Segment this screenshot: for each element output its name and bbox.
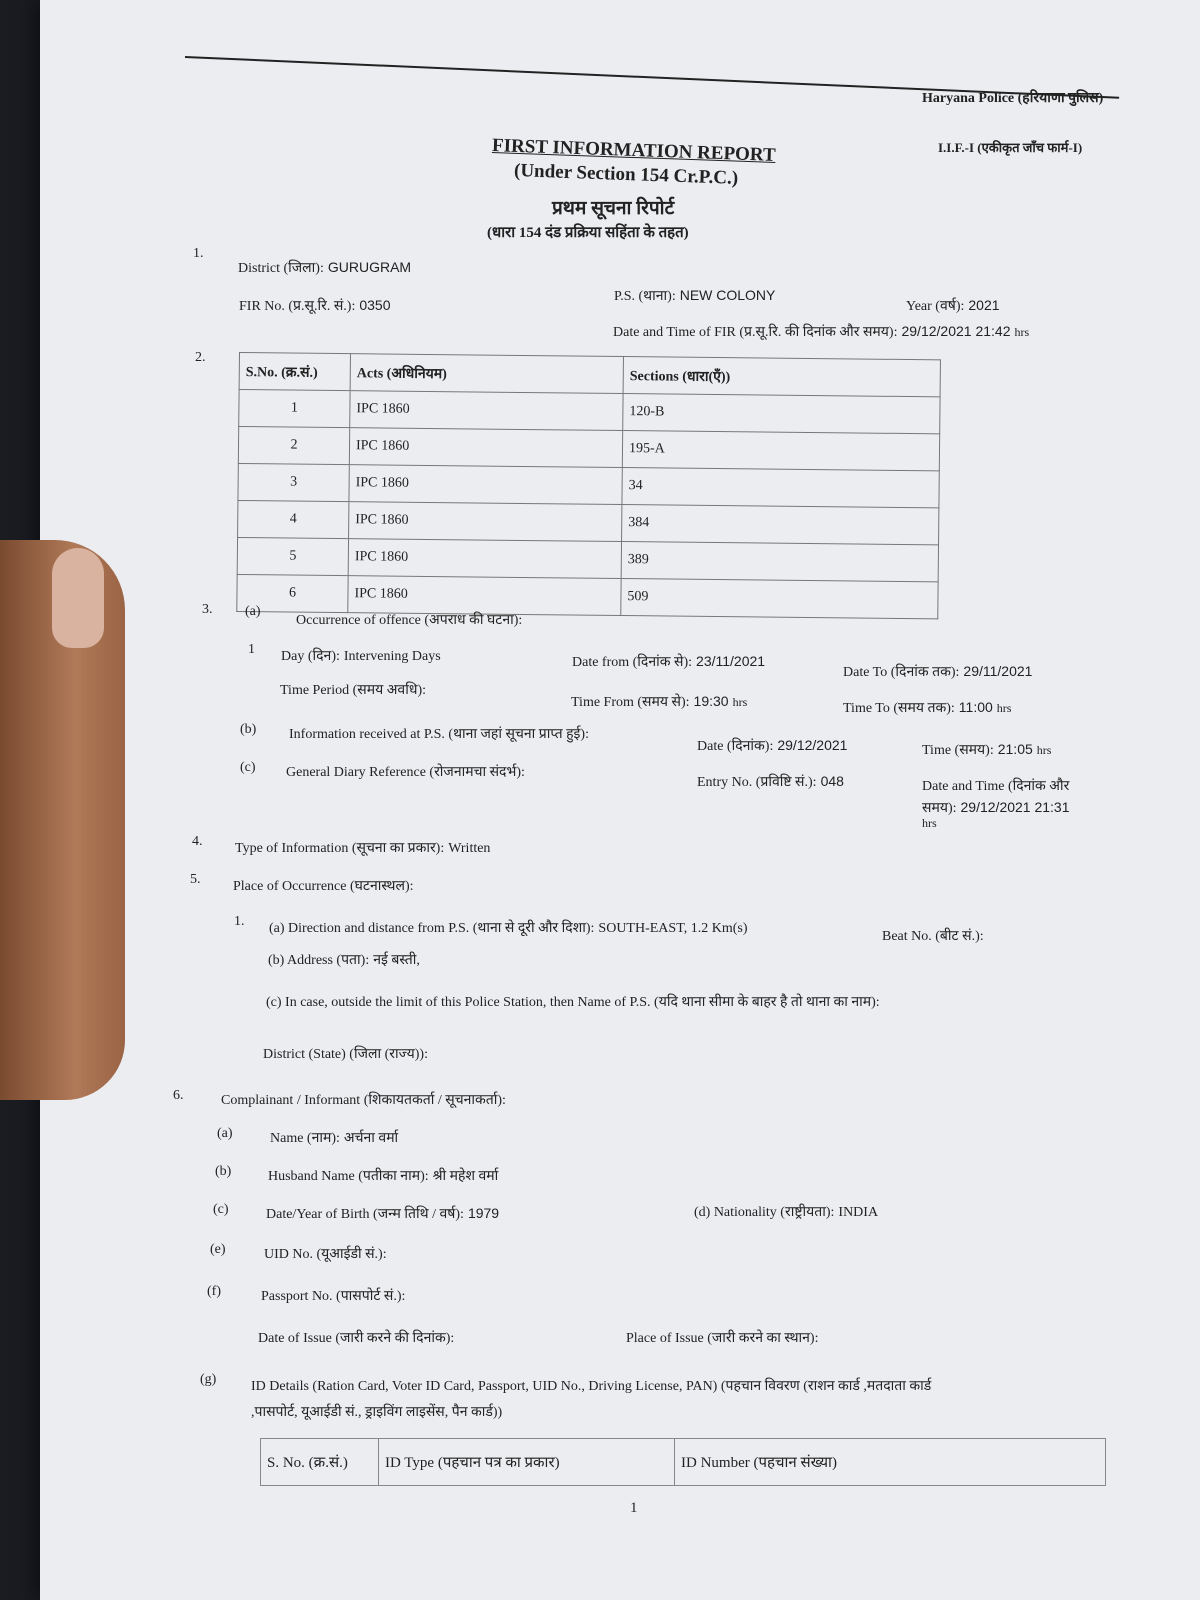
district-state-label: District (State) (जिला (राज्य)):	[263, 1047, 428, 1062]
ps-label: P.S. (थाना):	[614, 289, 676, 304]
husband-value: श्री महेश वर्मा	[432, 1169, 499, 1184]
dob-label: Date/Year of Birth (जन्म तिथि / वर्ष):	[266, 1207, 464, 1222]
time-from-hrs: hrs	[732, 695, 748, 709]
row-section: 389	[621, 542, 938, 582]
time-to-hrs: hrs	[996, 701, 1012, 715]
id-header-row	[261, 1439, 1106, 1486]
section-6f-marker: (f)	[207, 1284, 221, 1299]
info-received-label: Information received at P.S. (थाना जहां सूचना प्राप्त हुई):	[289, 727, 589, 742]
time-period-label: Time Period (समय अवधि):	[280, 683, 426, 698]
info-time-field	[922, 740, 1051, 759]
ps-field	[614, 286, 775, 305]
info-type-value: Written	[448, 841, 491, 856]
passport-label: Passport No. (पासपोर्ट सं.):	[261, 1289, 406, 1304]
gd-datetime-value: 29/12/2021 21:31	[960, 799, 1070, 815]
beat-no-label: Beat No. (बीट सं.):	[882, 929, 984, 944]
doc-subtitle-hindi: (धारा 154 दंड प्रक्रिया सहिंता के तहत)	[487, 225, 689, 241]
dob-value: 1979	[467, 1205, 500, 1221]
doc-title-hindi: प्रथम सूचना रिपोर्ट	[552, 198, 675, 219]
section-6e-marker: (e)	[210, 1242, 226, 1257]
direction-label: (a) Direction and distance from P.S. (थाना से दूरी और दिशा):	[269, 921, 595, 936]
info-time-value: 21:05	[997, 741, 1033, 757]
year-field	[906, 296, 1000, 315]
date-from-field	[572, 652, 765, 671]
occurrence-item-number: 1	[248, 642, 255, 657]
direction-value: SOUTH-EAST, 1.2 Km(s)	[598, 921, 748, 936]
complainant-label: Complainant / Informant (शिकायतकर्ता / सूचनाकर्ता):	[221, 1093, 506, 1108]
direction-field	[269, 918, 748, 937]
entry-no-value: 048	[820, 773, 844, 789]
day-value: Intervening Days	[343, 649, 441, 664]
row-section: 120-B	[623, 394, 940, 434]
doc-subtitle: (Under Section 154 Cr.P.C.)	[513, 160, 739, 189]
husband-label: Husband Name (पतीका नाम):	[268, 1169, 429, 1184]
fir-datetime-hrs: hrs	[1014, 325, 1030, 339]
district-field	[238, 258, 411, 277]
header-org: Haryana Police (हरियाणा पुलिस)	[922, 91, 1104, 106]
day-field	[281, 646, 441, 665]
id-col-number: ID Number (पहचान संख्या)	[675, 1439, 1106, 1486]
section-2-number: 2.	[195, 350, 206, 365]
district-label: District (जिला):	[238, 261, 324, 276]
section-6a-marker: (a)	[217, 1126, 233, 1141]
gd-datetime-label-2: समय):	[922, 801, 957, 816]
year-label: Year (वर्ष):	[906, 299, 965, 314]
entry-no-field	[697, 772, 844, 791]
acts-col-sno: S.No. (क्र.सं.)	[239, 353, 350, 391]
entry-no-label: Entry No. (प्रविष्टि सं.):	[697, 775, 817, 790]
year-value: 2021	[968, 297, 1000, 313]
dob-field	[266, 1204, 499, 1223]
id-col-sno: S. No. (क्र.सं.)	[261, 1439, 379, 1486]
id-details-label-2: ,पासपोर्ट, यूआईडी सं., ड्राइविंग लाइसेंस, पैन कार्ड))	[251, 1405, 503, 1420]
name-label: Name (नाम):	[270, 1131, 340, 1146]
place-item-number: 1.	[234, 914, 245, 929]
section-1-number: 1.	[193, 246, 204, 261]
section-3c-marker: (c)	[240, 760, 256, 775]
time-from-label: Time From (समय से):	[571, 695, 690, 710]
day-label: Day (दिन):	[281, 649, 340, 664]
fir-document-page	[40, 0, 1200, 1600]
address-value: नई बस्ती,	[373, 953, 420, 968]
row-sno: 1	[239, 390, 350, 428]
gd-datetime-hrs: hrs	[922, 816, 937, 830]
row-sno: 2	[238, 427, 349, 465]
section-4-number: 4.	[192, 834, 203, 849]
issue-date-label: Date of Issue (जारी करने की दिनांक):	[258, 1331, 455, 1346]
date-from-value: 23/11/2021	[696, 653, 766, 669]
name-value: अर्चना वर्मा	[343, 1131, 399, 1146]
address-label: (b) Address (पता):	[268, 953, 370, 968]
row-sno: 4	[238, 500, 349, 538]
gd-datetime-field	[922, 798, 1070, 817]
info-date-field	[697, 736, 847, 755]
info-time-hrs: hrs	[1036, 743, 1052, 757]
nationality-label: (d) Nationality (राष्ट्रीयता):	[694, 1205, 835, 1220]
acts-col-section: Sections (धारा(एँ))	[623, 357, 940, 397]
occurrence-label: Occurrence of offence (अपराध की घटना):	[296, 613, 523, 628]
acts-col-act: Acts (अधिनियम)	[350, 354, 623, 394]
row-section: 384	[622, 505, 939, 545]
id-col-type: ID Type (पहचान पत्र का प्रकार)	[379, 1439, 675, 1486]
info-type-label: Type of Information (सूचना का प्रकार):	[235, 841, 445, 856]
row-sno: 5	[237, 537, 348, 575]
info-date-value: 29/12/2021	[777, 737, 848, 753]
section-6b-marker: (b)	[215, 1164, 232, 1179]
fir-datetime-field	[613, 322, 1029, 341]
row-section: 509	[621, 579, 938, 619]
info-type-field	[235, 838, 490, 857]
address-field	[268, 950, 420, 969]
date-from-label: Date from (दिनांक से):	[572, 655, 693, 670]
fir-datetime-label: Date and Time of FIR (प्र.सू.रि. की दिनांक और समय):	[613, 325, 898, 340]
time-to-label: Time To (समय तक):	[843, 701, 955, 716]
section-6-number: 6.	[173, 1088, 184, 1103]
row-sno: 6	[237, 574, 348, 612]
time-from-value: 19:30	[693, 693, 729, 709]
place-label: Place of Occurrence (घटनास्थल):	[233, 879, 414, 894]
section-5-number: 5.	[190, 872, 201, 887]
acts-sections-table	[236, 352, 941, 619]
info-time-label: Time (समय):	[922, 743, 994, 758]
section-3a-marker: (a)	[245, 604, 261, 619]
time-to-value: 11:00	[958, 699, 993, 715]
outside-ps-label: (c) In case, outside the limit of this Police Station, then Name of P.S. (यदि थाना सीमा के बाहर है तो थाना का नाम):	[266, 995, 880, 1010]
husband-field	[268, 1166, 498, 1185]
gd-reference-label: General Diary Reference (रोजनामचा संदर्भ):	[286, 765, 525, 780]
district-value: GURUGRAM	[327, 259, 412, 275]
section-3-number: 3.	[202, 602, 213, 617]
time-from-field	[571, 692, 747, 711]
header-form: I.I.F.-I (एकीकृत जाँच फार्म-I)	[938, 140, 1083, 155]
nationality-value: INDIA	[838, 1205, 879, 1220]
date-to-field	[843, 662, 1032, 681]
section-3b-marker: (b)	[240, 722, 257, 737]
uid-label: UID No. (यूआईडी सं.):	[264, 1247, 387, 1262]
date-to-value: 29/11/2021	[963, 663, 1033, 679]
row-act: IPC 1860	[348, 576, 621, 616]
gd-datetime-label: Date and Time (दिनांक और	[922, 779, 1070, 794]
row-act: IPC 1860	[349, 428, 622, 468]
page-number: 1	[630, 1500, 638, 1516]
row-act: IPC 1860	[348, 539, 621, 579]
row-sno: 3	[238, 463, 349, 501]
section-6g-marker: (g)	[200, 1372, 217, 1387]
issue-place-label: Place of Issue (जारी करने का स्थान):	[626, 1331, 819, 1346]
ps-value: NEW COLONY	[679, 287, 776, 303]
row-section: 195-A	[622, 431, 939, 471]
fir-number-field	[239, 296, 391, 315]
info-date-label: Date (दिनांक):	[697, 739, 774, 754]
row-act: IPC 1860	[349, 465, 622, 505]
section-6c-marker: (c)	[213, 1202, 229, 1217]
row-act: IPC 1860	[350, 391, 623, 431]
nationality-field	[694, 1202, 878, 1221]
thumbnail	[52, 548, 104, 648]
fir-datetime-value: 29/12/2021 21:42	[901, 323, 1011, 339]
id-details-table	[260, 1438, 1106, 1486]
date-to-label: Date To (दिनांक तक):	[843, 665, 960, 680]
id-details-label: ID Details (Ration Card, Voter ID Card, Passport, UID No., Driving License, PAN) (पहचान विवरण (राशन कार्ड ,मतदाता कार्ड	[251, 1379, 932, 1394]
fir-number-value: 0350	[359, 297, 391, 313]
row-act: IPC 1860	[349, 502, 622, 542]
doc-title: FIRST INFORMATION REPORT	[491, 135, 776, 166]
name-field	[270, 1128, 398, 1147]
row-section: 34	[622, 468, 939, 508]
fir-number-label: FIR No. (प्र.सू.रि. सं.):	[239, 299, 356, 314]
time-to-field	[843, 698, 1011, 717]
